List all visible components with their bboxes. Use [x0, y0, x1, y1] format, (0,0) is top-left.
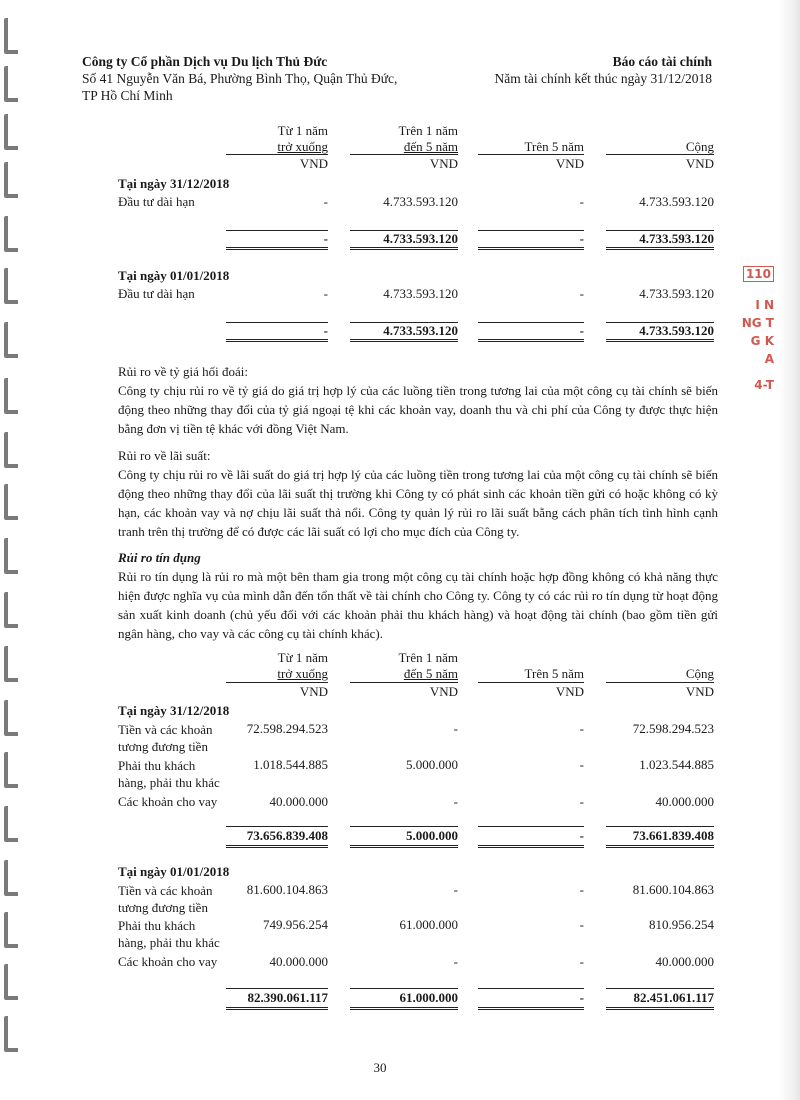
company-address-line1: Số 41 Nguyễn Văn Bá, Phường Bình Thọ, Quận Thủ Đức, [82, 71, 398, 86]
total-cell: - [323, 323, 328, 338]
total-cell: - [579, 231, 584, 246]
unit-label: VND [429, 156, 458, 171]
column-header-2-line2: đến 5 năm [403, 666, 458, 681]
row-label [118, 721, 212, 755]
stamp-text: NG T [741, 316, 774, 330]
document-header-right [495, 53, 712, 87]
total-cell: 61.000.000 [399, 990, 458, 1005]
column-header-4: Cộng [685, 139, 714, 154]
table-cell: 40.000.000 [269, 794, 328, 809]
total-cell: - [579, 323, 584, 338]
unit-label: VND [555, 684, 584, 699]
company-name: Công ty Cổ phần Dịch vụ Du lịch Thủ Đức [82, 54, 328, 69]
column-header-1-line1: Từ 1 năm [277, 123, 328, 138]
report-title: Báo cáo tài chính [612, 54, 712, 69]
table-cell: - [453, 882, 458, 897]
table-cell: - [579, 757, 584, 772]
table-cell: - [323, 194, 328, 209]
stamp-text: I N [755, 298, 774, 312]
total-cell: - [579, 990, 584, 1005]
unit-label: VND [685, 684, 714, 699]
table-cell: 1.018.544.885 [253, 757, 328, 772]
total-cell: 4.733.593.120 [383, 231, 458, 246]
table-cell: - [579, 794, 584, 809]
total-cell: - [579, 828, 584, 843]
interest-risk-body: Công ty chịu rủi ro về lãi suất do giá trị hợp lý của các luồng tiền trong tương lai của một công cụ tài chính sẽ biến động theo những thay đổi của lãi suất thị trường khi Công ty có phát sinh các khoản tiền gửi có hoặc không có kỳ hạn, các khoản vay và nợ chịu lãi suất thả nổi. Công ty quản lý rủi ro lãi suất bằng cách phân tích tình hình cạnh tranh trên thị trường để có được các lãi suất có lợi cho mục đích của Công ty. [118, 467, 718, 539]
total-cell: 4.733.593.120 [383, 323, 458, 338]
column-header-1 [230, 650, 328, 682]
row-label-line2: tương đương tiền [118, 900, 208, 915]
fx-risk-body: Công ty chịu rủi ro về tỷ giá do giá trị hợp lý của các luồng tiền trong tương lai của một công cụ tài chính sẽ biến động theo những thay đổi của tỷ giá ngoại tệ khi các khoản vay, doanh thu và chi phí của Công ty được thực hiện bằng đơn vị tiền tệ khác với đồng Việt Nam. [118, 383, 718, 436]
table-cell: - [579, 721, 584, 736]
row-label-line1: Tiền và các khoản [118, 883, 213, 898]
unit-label: VND [555, 156, 584, 171]
row-label-line2: hàng, phải thu khác [118, 935, 220, 950]
column-header-1-line2: trở xuống [277, 139, 328, 154]
unit-label: VND [299, 684, 328, 699]
unit-label: VND [299, 156, 328, 171]
table-cell: 40.000.000 [655, 794, 714, 809]
column-header-2-line1: Trên 1 năm [398, 123, 458, 138]
table-cell: 72.598.294.523 [246, 721, 328, 736]
total-cell: - [323, 231, 328, 246]
table-cell: - [579, 882, 584, 897]
table-cell: 81.600.104.863 [246, 882, 328, 897]
column-header-4: Cộng [685, 666, 714, 681]
table-cell: 4.733.593.120 [639, 194, 714, 209]
table-cell: 4.733.593.120 [383, 194, 458, 209]
table-cell: 1.023.544.885 [639, 757, 714, 772]
total-cell: 82.451.061.117 [633, 990, 714, 1005]
column-header-1-line2: trở xuống [277, 666, 328, 681]
column-header-2-line2: đến 5 năm [403, 139, 458, 154]
page-edge-shadow [778, 0, 800, 1100]
table-cell: - [579, 917, 584, 932]
table-cell: - [579, 286, 584, 301]
column-header-3: Trên 5 năm [524, 139, 584, 154]
interest-risk-heading: Rủi ro về lãi suất: [118, 448, 211, 463]
row-label-line1: Tiền và các khoản [118, 722, 213, 737]
table-cell: - [323, 286, 328, 301]
column-header-2 [350, 123, 458, 155]
column-header-2-line1: Trên 1 năm [398, 650, 458, 665]
stamp-text: A [764, 352, 774, 366]
unit-label: VND [429, 684, 458, 699]
stamp-text: 110 [743, 266, 774, 282]
total-cell: 5.000.000 [406, 828, 458, 843]
section-title: Tại ngày 31/12/2018 [118, 176, 230, 191]
table-cell: 61.000.000 [399, 917, 458, 932]
table-cell: - [453, 794, 458, 809]
credit-risk-body: Rủi ro tín dụng là rủi ro mà một bên tham gia trong một công cụ tài chính hoặc hợp đồng không có khả năng thực hiện được nghĩa vụ của mình dẫn đến tổn thất về tài chính cho Công ty. Công ty có các rủi ro tín dụng từ hoạt động sản xuất kinh doanh (chủ yếu đối với các khoản phải thu khách hàng) và hoạt động tài chính (bao gồm tiền gửi ngân hàng, cho vay và các công cụ tài chính khác). [118, 569, 718, 641]
column-header-1-line1: Từ 1 năm [277, 650, 328, 665]
row-label: Các khoản cho vay [118, 954, 218, 969]
table-cell: 81.600.104.863 [632, 882, 714, 897]
document-header-left [82, 53, 397, 104]
table-cell: 810.956.254 [649, 917, 714, 932]
stamp-text: G K [750, 334, 774, 348]
table-cell: - [579, 954, 584, 969]
fx-risk-heading: Rủi ro về tỷ giá hối đoái: [118, 364, 248, 379]
row-label: Đầu tư dài hạn [118, 194, 195, 209]
table-cell: 5.000.000 [406, 757, 458, 772]
credit-risk-heading: Rủi ro tín dụng [118, 550, 201, 565]
table-cell: - [579, 194, 584, 209]
table-cell: 4.733.593.120 [639, 286, 714, 301]
row-label-line1: Phải thu khách [118, 918, 196, 933]
fiscal-year-label: Năm tài chính kết thúc ngày 31/12/2018 [494, 71, 712, 86]
row-label: Đầu tư dài hạn [118, 286, 195, 301]
row-label [118, 917, 220, 951]
total-cell: 4.733.593.120 [639, 323, 714, 338]
table-cell: 749.956.254 [263, 917, 328, 932]
table-cell: - [453, 954, 458, 969]
unit-label: VND [685, 156, 714, 171]
total-cell: 73.661.839.408 [632, 828, 714, 843]
row-label-line2: hàng, phải thu khác [118, 775, 220, 790]
total-cell: 73.656.839.408 [246, 828, 328, 843]
table-cell: 72.598.294.523 [632, 721, 714, 736]
row-label-line2: tương đương tiền [118, 739, 208, 754]
row-label [118, 882, 212, 916]
stamp-text: 4-T [754, 378, 774, 392]
section-title: Tại ngày 01/01/2018 [118, 268, 230, 283]
column-header-3: Trên 5 năm [524, 666, 584, 681]
table-cell: 40.000.000 [655, 954, 714, 969]
section-title: Tại ngày 01/01/2018 [118, 864, 230, 879]
company-address-line2: TP Hồ Chí Minh [82, 88, 173, 103]
column-header-2 [350, 650, 458, 682]
total-cell: 82.390.061.117 [247, 990, 328, 1005]
row-label-line1: Phải thu khách [118, 758, 196, 773]
section-title: Tại ngày 31/12/2018 [118, 703, 230, 718]
total-cell: 4.733.593.120 [639, 231, 714, 246]
row-label: Các khoản cho vay [118, 794, 218, 809]
table-cell: 4.733.593.120 [383, 286, 458, 301]
table-cell: 40.000.000 [269, 954, 328, 969]
column-header-1 [230, 123, 328, 155]
table-cell: - [453, 721, 458, 736]
row-label [118, 757, 220, 791]
page-number: 30 [373, 1060, 387, 1075]
